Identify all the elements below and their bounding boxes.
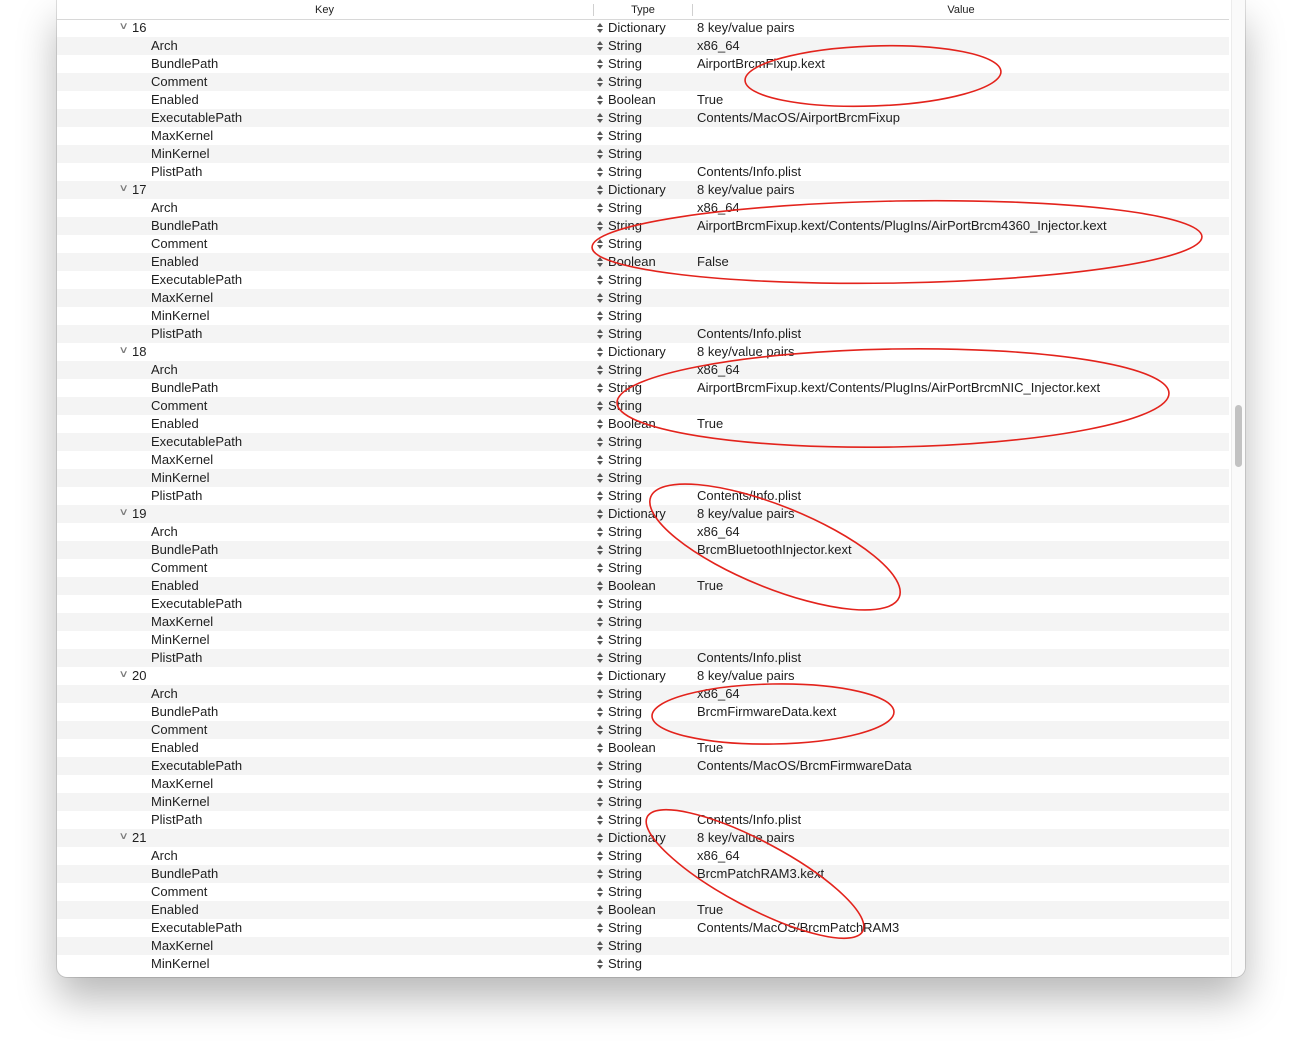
table-row[interactable] xyxy=(57,55,1229,73)
table-row[interactable] xyxy=(57,145,1229,163)
up-down-stepper-icon[interactable] xyxy=(597,181,603,199)
up-down-stepper-icon[interactable] xyxy=(597,631,603,649)
row-value[interactable]: Contents/MacOS/BrcmPatchRAM3 xyxy=(697,920,900,935)
table-row[interactable] xyxy=(57,199,1229,217)
up-down-stepper-icon[interactable] xyxy=(597,325,603,343)
row-key[interactable]: Arch xyxy=(151,524,178,539)
row-key[interactable]: ExecutablePath xyxy=(151,920,243,935)
row-value[interactable]: Contents/MacOS/BrcmFirmwareData xyxy=(697,758,912,773)
row-value[interactable]: x86_64 xyxy=(697,200,740,215)
row-key[interactable]: ExecutablePath xyxy=(151,110,243,125)
up-down-stepper-icon[interactable] xyxy=(597,145,603,163)
row-key[interactable]: Enabled xyxy=(151,740,199,755)
row-key[interactable]: 16 xyxy=(132,20,147,35)
up-down-stepper-icon[interactable] xyxy=(597,343,603,361)
up-down-stepper-icon[interactable] xyxy=(597,919,603,937)
row-key[interactable]: MinKernel xyxy=(151,794,210,809)
up-down-stepper-icon[interactable] xyxy=(597,55,603,73)
row-key[interactable]: BundlePath xyxy=(151,704,219,719)
up-down-stepper-icon[interactable] xyxy=(597,955,603,973)
up-down-stepper-icon[interactable] xyxy=(597,307,603,325)
chevron-down-icon[interactable]: ∨ xyxy=(118,345,129,356)
table-row[interactable] xyxy=(57,865,1229,883)
table-row[interactable] xyxy=(57,109,1229,127)
table-row[interactable] xyxy=(57,577,1229,595)
row-type[interactable]: Dictionary xyxy=(608,344,666,359)
row-type[interactable]: String xyxy=(608,434,642,449)
table-row[interactable] xyxy=(57,523,1229,541)
row-key[interactable]: 21 xyxy=(132,830,147,845)
table-row[interactable] xyxy=(57,325,1229,343)
up-down-stepper-icon[interactable] xyxy=(597,487,603,505)
up-down-stepper-icon[interactable] xyxy=(597,163,603,181)
row-type[interactable]: String xyxy=(608,776,642,791)
table-row[interactable] xyxy=(57,793,1229,811)
row-key[interactable]: Comment xyxy=(151,74,208,89)
row-key[interactable]: Arch xyxy=(151,362,178,377)
row-type[interactable]: String xyxy=(608,938,642,953)
row-type[interactable]: Dictionary xyxy=(608,506,666,521)
up-down-stepper-icon[interactable] xyxy=(597,235,603,253)
row-type[interactable]: Dictionary xyxy=(608,20,666,35)
table-row[interactable] xyxy=(57,937,1229,955)
row-value[interactable]: Contents/Info.plist xyxy=(697,326,802,341)
row-key[interactable]: MaxKernel xyxy=(151,290,214,305)
chevron-down-icon[interactable]: ∨ xyxy=(118,669,129,680)
row-type[interactable]: String xyxy=(608,74,642,89)
row-key[interactable]: BundlePath xyxy=(151,380,219,395)
row-key[interactable]: ExecutablePath xyxy=(151,434,243,449)
row-key[interactable]: BundlePath xyxy=(151,542,219,557)
table-row[interactable] xyxy=(57,703,1229,721)
chevron-down-icon[interactable]: ∨ xyxy=(118,507,129,518)
table-row[interactable] xyxy=(57,721,1229,739)
table-row[interactable] xyxy=(57,379,1229,397)
row-key[interactable]: MinKernel xyxy=(151,470,210,485)
row-key[interactable]: MaxKernel xyxy=(151,614,214,629)
row-type[interactable]: Boolean xyxy=(608,92,656,107)
row-key[interactable]: MinKernel xyxy=(151,632,210,647)
row-type[interactable]: String xyxy=(608,362,642,377)
column-header xyxy=(57,0,1229,20)
row-value[interactable]: 8 key/value pairs xyxy=(697,344,795,359)
row-value[interactable]: Contents/MacOS/AirportBrcmFixup xyxy=(697,110,901,125)
row-key[interactable]: Comment xyxy=(151,560,208,575)
row-type[interactable]: String xyxy=(608,650,642,665)
row-value[interactable]: x86_64 xyxy=(697,524,740,539)
row-type[interactable]: String xyxy=(608,146,642,161)
row-value[interactable]: True xyxy=(697,416,724,431)
row-value[interactable]: True xyxy=(697,902,724,917)
up-down-stepper-icon[interactable] xyxy=(597,451,603,469)
up-down-stepper-icon[interactable] xyxy=(597,19,603,37)
row-type[interactable]: Boolean xyxy=(608,416,656,431)
table-row[interactable] xyxy=(57,739,1229,757)
row-key[interactable]: MinKernel xyxy=(151,308,210,323)
row-key[interactable]: Enabled xyxy=(151,902,199,917)
dictionary-row[interactable] xyxy=(57,343,1229,361)
up-down-stepper-icon[interactable] xyxy=(597,433,603,451)
value-column-header[interactable]: Value xyxy=(947,4,975,16)
table-row[interactable] xyxy=(57,433,1229,451)
row-type[interactable]: String xyxy=(608,542,642,557)
row-key[interactable]: Arch xyxy=(151,848,178,863)
row-value[interactable]: True xyxy=(697,578,724,593)
row-type[interactable]: String xyxy=(608,686,642,701)
table-row[interactable] xyxy=(57,127,1229,145)
row-type[interactable]: String xyxy=(608,596,642,611)
table-row[interactable] xyxy=(57,271,1229,289)
row-value[interactable]: x86_64 xyxy=(697,38,740,53)
table-row[interactable] xyxy=(57,451,1229,469)
dictionary-row[interactable] xyxy=(57,829,1229,847)
row-value[interactable]: Contents/Info.plist xyxy=(697,164,802,179)
row-key[interactable]: PlistPath xyxy=(151,812,203,827)
row-type[interactable]: String xyxy=(608,956,642,971)
row-key[interactable]: PlistPath xyxy=(151,164,203,179)
row-key[interactable]: BundlePath xyxy=(151,218,219,233)
up-down-stepper-icon[interactable] xyxy=(597,829,603,847)
row-key[interactable]: Enabled xyxy=(151,92,199,107)
row-key[interactable]: Comment xyxy=(151,722,208,737)
row-value[interactable]: 8 key/value pairs xyxy=(697,668,795,683)
row-value[interactable]: AirportBrcmFixup.kext/Contents/PlugIns/AirPortBrcmNIC_Injector.kext xyxy=(697,380,1101,395)
row-key[interactable]: 18 xyxy=(132,344,147,359)
table-row[interactable] xyxy=(57,253,1229,271)
row-type[interactable]: String xyxy=(608,848,642,863)
row-value[interactable]: True xyxy=(697,92,724,107)
up-down-stepper-icon[interactable] xyxy=(597,667,603,685)
row-value[interactable]: 8 key/value pairs xyxy=(697,830,795,845)
row-type[interactable]: Dictionary xyxy=(608,668,666,683)
row-key[interactable]: BundlePath xyxy=(151,56,219,71)
row-type[interactable]: String xyxy=(608,128,642,143)
table-row[interactable] xyxy=(57,595,1229,613)
row-type[interactable]: String xyxy=(608,380,642,395)
plist-outline xyxy=(57,19,1229,973)
row-value[interactable]: 8 key/value pairs xyxy=(697,182,795,197)
row-type[interactable]: String xyxy=(608,110,642,125)
table-row[interactable] xyxy=(57,487,1229,505)
table-row[interactable] xyxy=(57,811,1229,829)
chevron-down-icon[interactable]: ∨ xyxy=(118,831,129,842)
row-type[interactable]: String xyxy=(608,488,642,503)
row-key[interactable]: 20 xyxy=(132,668,147,683)
up-down-stepper-icon[interactable] xyxy=(597,541,603,559)
up-down-stepper-icon[interactable] xyxy=(597,523,603,541)
dictionary-row[interactable] xyxy=(57,667,1229,685)
row-type[interactable]: String xyxy=(608,758,642,773)
up-down-stepper-icon[interactable] xyxy=(597,379,603,397)
table-row[interactable] xyxy=(57,559,1229,577)
row-key[interactable]: Enabled xyxy=(151,254,199,269)
table-row[interactable] xyxy=(57,901,1229,919)
row-type[interactable]: Boolean xyxy=(608,902,656,917)
table-row[interactable] xyxy=(57,541,1229,559)
table-row[interactable] xyxy=(57,73,1229,91)
row-key[interactable]: ExecutablePath xyxy=(151,272,243,287)
up-down-stepper-icon[interactable] xyxy=(597,649,603,667)
row-key[interactable]: PlistPath xyxy=(151,488,203,503)
up-down-stepper-icon[interactable] xyxy=(597,199,603,217)
row-key[interactable]: Comment xyxy=(151,398,208,413)
row-type[interactable]: String xyxy=(608,866,642,881)
chevron-down-icon[interactable]: ∨ xyxy=(118,183,129,194)
row-key[interactable]: ExecutablePath xyxy=(151,758,243,773)
up-down-stepper-icon[interactable] xyxy=(597,73,603,91)
row-key[interactable]: ExecutablePath xyxy=(151,596,243,611)
row-type[interactable]: String xyxy=(608,704,642,719)
row-value[interactable]: False xyxy=(697,254,729,269)
up-down-stepper-icon[interactable] xyxy=(597,397,603,415)
row-type[interactable]: String xyxy=(608,398,642,413)
row-key[interactable]: Arch xyxy=(151,200,178,215)
row-value[interactable]: Contents/Info.plist xyxy=(697,488,802,503)
table-row[interactable] xyxy=(57,649,1229,667)
row-type[interactable]: String xyxy=(608,812,642,827)
up-down-stepper-icon[interactable] xyxy=(597,775,603,793)
row-value[interactable]: x86_64 xyxy=(697,686,740,701)
row-type[interactable]: String xyxy=(608,218,642,233)
row-type[interactable]: String xyxy=(608,38,642,53)
up-down-stepper-icon[interactable] xyxy=(597,847,603,865)
type-column-header[interactable]: Type xyxy=(631,4,655,16)
up-down-stepper-icon[interactable] xyxy=(597,37,603,55)
row-key[interactable]: 17 xyxy=(132,182,147,197)
row-type[interactable]: Dictionary xyxy=(608,182,666,197)
table-row[interactable] xyxy=(57,469,1229,487)
table-row[interactable] xyxy=(57,307,1229,325)
table-row[interactable] xyxy=(57,847,1229,865)
dictionary-row[interactable] xyxy=(57,181,1229,199)
table-row[interactable] xyxy=(57,91,1229,109)
row-type[interactable]: String xyxy=(608,326,642,341)
up-down-stepper-icon[interactable] xyxy=(597,757,603,775)
row-key[interactable]: MinKernel xyxy=(151,956,210,971)
up-down-stepper-icon[interactable] xyxy=(597,109,603,127)
row-type[interactable]: Dictionary xyxy=(608,830,666,845)
table-row[interactable] xyxy=(57,37,1229,55)
up-down-stepper-icon[interactable] xyxy=(597,739,603,757)
up-down-stepper-icon[interactable] xyxy=(597,361,603,379)
row-value[interactable]: True xyxy=(697,740,724,755)
row-key[interactable]: Arch xyxy=(151,686,178,701)
up-down-stepper-icon[interactable] xyxy=(597,469,603,487)
row-value[interactable]: x86_64 xyxy=(697,362,740,377)
row-value[interactable]: BrcmFirmwareData.kext xyxy=(697,704,837,719)
row-key[interactable]: Comment xyxy=(151,884,208,899)
row-value[interactable]: 8 key/value pairs xyxy=(697,506,795,521)
table-row[interactable] xyxy=(57,163,1229,181)
table-row[interactable] xyxy=(57,361,1229,379)
row-key[interactable]: MinKernel xyxy=(151,146,210,161)
up-down-stepper-icon[interactable] xyxy=(597,685,603,703)
table-row[interactable] xyxy=(57,883,1229,901)
row-type[interactable]: String xyxy=(608,632,642,647)
table-row[interactable] xyxy=(57,955,1229,973)
up-down-stepper-icon[interactable] xyxy=(597,289,603,307)
table-row[interactable] xyxy=(57,631,1229,649)
up-down-stepper-icon[interactable] xyxy=(597,91,603,109)
row-type[interactable]: String xyxy=(608,884,642,899)
scrollbar-thumb[interactable] xyxy=(1235,405,1242,467)
row-key[interactable]: 19 xyxy=(132,506,147,521)
table-row[interactable] xyxy=(57,289,1229,307)
row-value[interactable]: Contents/Info.plist xyxy=(697,650,802,665)
row-type[interactable]: String xyxy=(608,272,642,287)
up-down-stepper-icon[interactable] xyxy=(597,811,603,829)
row-type[interactable]: String xyxy=(608,290,642,305)
up-down-stepper-icon[interactable] xyxy=(597,721,603,739)
row-type[interactable]: String xyxy=(608,470,642,485)
row-value[interactable]: x86_64 xyxy=(697,848,740,863)
table-row[interactable] xyxy=(57,397,1229,415)
up-down-stepper-icon[interactable] xyxy=(597,505,603,523)
row-value[interactable]: BrcmPatchRAM3.kext xyxy=(697,866,825,881)
row-key[interactable]: Comment xyxy=(151,236,208,251)
chevron-down-icon[interactable]: ∨ xyxy=(118,21,129,32)
up-down-stepper-icon[interactable] xyxy=(597,901,603,919)
up-down-stepper-icon[interactable] xyxy=(597,793,603,811)
up-down-stepper-icon[interactable] xyxy=(597,559,603,577)
up-down-stepper-icon[interactable] xyxy=(597,865,603,883)
row-type[interactable]: String xyxy=(608,722,642,737)
dictionary-row[interactable] xyxy=(57,505,1229,523)
row-type[interactable]: String xyxy=(608,614,642,629)
table-row[interactable] xyxy=(57,415,1229,433)
up-down-stepper-icon[interactable] xyxy=(597,577,603,595)
row-key[interactable]: Enabled xyxy=(151,416,199,431)
row-type[interactable]: String xyxy=(608,236,642,251)
row-type[interactable]: String xyxy=(608,452,642,467)
up-down-stepper-icon[interactable] xyxy=(597,415,603,433)
row-key[interactable]: Enabled xyxy=(151,578,199,593)
row-type[interactable]: String xyxy=(608,560,642,575)
plist-editor-window xyxy=(57,0,1245,977)
row-key[interactable]: MaxKernel xyxy=(151,452,214,467)
row-type[interactable]: String xyxy=(608,56,642,71)
table-row[interactable] xyxy=(57,613,1229,631)
table-row[interactable] xyxy=(57,919,1229,937)
row-type[interactable]: String xyxy=(608,794,642,809)
row-value[interactable]: AirportBrcmFixup.kext/Contents/PlugIns/AirPortBrcm4360_Injector.kext xyxy=(697,218,1107,233)
table-row[interactable] xyxy=(57,775,1229,793)
table-row[interactable] xyxy=(57,685,1229,703)
row-type[interactable]: Boolean xyxy=(608,578,656,593)
up-down-stepper-icon[interactable] xyxy=(597,613,603,631)
vertical-scrollbar[interactable] xyxy=(1231,0,1245,977)
up-down-stepper-icon[interactable] xyxy=(597,217,603,235)
row-type[interactable]: Boolean xyxy=(608,740,656,755)
up-down-stepper-icon[interactable] xyxy=(597,271,603,289)
up-down-stepper-icon[interactable] xyxy=(597,883,603,901)
row-value[interactable]: AirportBrcmFixup.kext xyxy=(697,56,825,71)
table-row[interactable] xyxy=(57,235,1229,253)
table-row[interactable] xyxy=(57,757,1229,775)
row-key[interactable]: Arch xyxy=(151,38,178,53)
row-key[interactable]: PlistPath xyxy=(151,326,203,341)
row-value[interactable]: 8 key/value pairs xyxy=(697,20,795,35)
row-type[interactable]: String xyxy=(608,308,642,323)
up-down-stepper-icon[interactable] xyxy=(597,937,603,955)
row-key[interactable]: PlistPath xyxy=(151,650,203,665)
row-key[interactable]: MaxKernel xyxy=(151,128,214,143)
up-down-stepper-icon[interactable] xyxy=(597,595,603,613)
key-column-header[interactable]: Key xyxy=(315,4,334,16)
up-down-stepper-icon[interactable] xyxy=(597,703,603,721)
up-down-stepper-icon[interactable] xyxy=(597,127,603,145)
row-value[interactable]: Contents/Info.plist xyxy=(697,812,802,827)
row-value[interactable]: BrcmBluetoothInjector.kext xyxy=(697,542,852,557)
row-type[interactable]: String xyxy=(608,524,642,539)
row-type[interactable]: String xyxy=(608,164,642,179)
row-key[interactable]: MaxKernel xyxy=(151,938,214,953)
row-type[interactable]: String xyxy=(608,200,642,215)
dictionary-row[interactable] xyxy=(57,19,1229,37)
row-type[interactable]: String xyxy=(608,920,642,935)
row-type[interactable]: Boolean xyxy=(608,254,656,269)
row-key[interactable]: BundlePath xyxy=(151,866,219,881)
table-row[interactable] xyxy=(57,217,1229,235)
up-down-stepper-icon[interactable] xyxy=(597,253,603,271)
row-key[interactable]: MaxKernel xyxy=(151,776,214,791)
